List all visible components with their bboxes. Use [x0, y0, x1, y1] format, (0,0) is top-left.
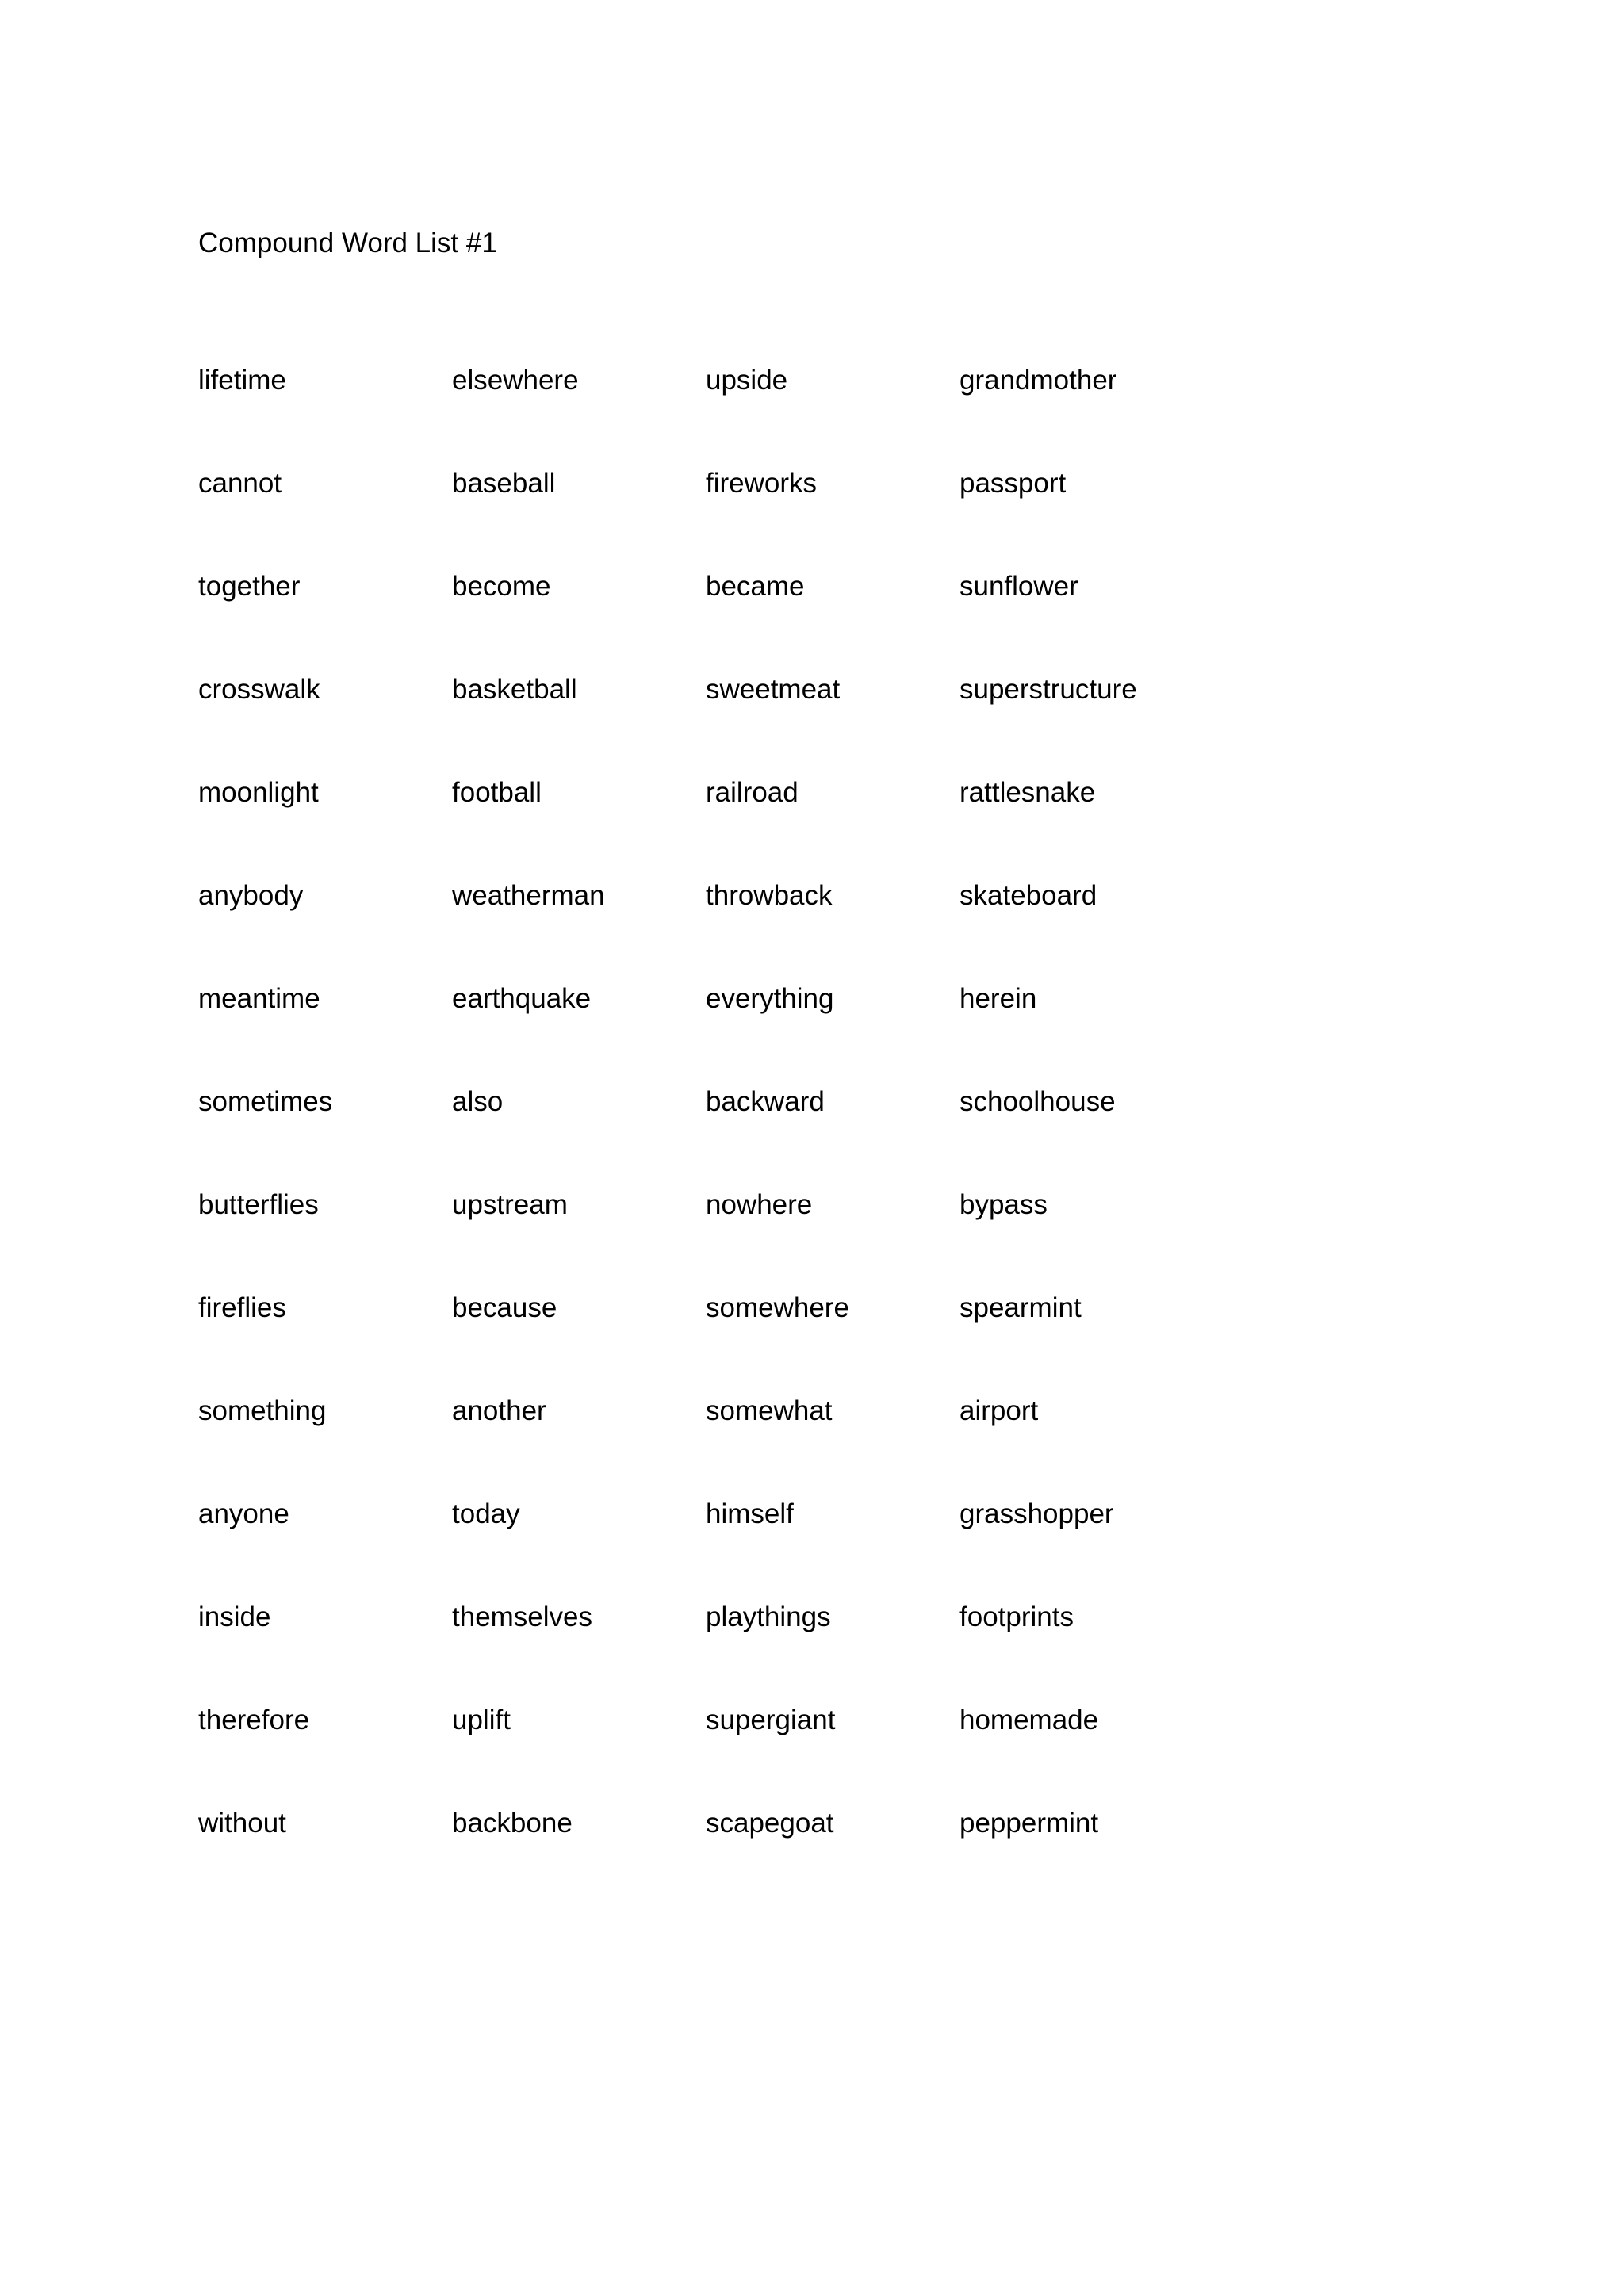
- word-item: lifetime: [198, 365, 286, 396]
- word-item: fireworks: [706, 468, 818, 499]
- word-item: because: [452, 1292, 557, 1323]
- word-item: sometimes: [198, 1086, 333, 1117]
- word-item: grasshopper: [959, 1498, 1114, 1529]
- word-item: baseball: [452, 468, 556, 499]
- word-item: superstructure: [959, 674, 1137, 705]
- word-item: playthings: [706, 1601, 831, 1632]
- word-item: sweetmeat: [706, 674, 841, 705]
- word-item: backbone: [452, 1808, 573, 1839]
- word-item: crosswalk: [198, 674, 320, 705]
- word-item: weatherman: [452, 880, 605, 911]
- word-item: became: [706, 571, 805, 602]
- word-item: spearmint: [959, 1292, 1082, 1323]
- word-list-grid: [198, 363, 1245, 1909]
- word-item: himself: [706, 1498, 794, 1529]
- word-item: throwback: [706, 880, 833, 911]
- word-item: upside: [706, 365, 788, 396]
- word-item: herein: [959, 983, 1037, 1014]
- word-item: earthquake: [452, 983, 592, 1014]
- word-item: sunflower: [959, 571, 1078, 602]
- word-item: today: [452, 1498, 520, 1529]
- word-item: supergiant: [706, 1705, 836, 1735]
- word-item: skateboard: [959, 880, 1097, 911]
- word-item: peppermint: [959, 1808, 1099, 1839]
- word-item: schoolhouse: [959, 1086, 1116, 1117]
- word-item: become: [452, 571, 551, 602]
- word-item: nowhere: [706, 1189, 813, 1220]
- word-item: therefore: [198, 1705, 310, 1735]
- word-item: butterflies: [198, 1189, 319, 1220]
- word-item: backward: [706, 1086, 825, 1117]
- word-item: footprints: [959, 1601, 1074, 1632]
- word-item: anybody: [198, 880, 304, 911]
- word-item: everything: [706, 983, 834, 1014]
- word-item: somewhere: [706, 1292, 849, 1323]
- word-item: cannot: [198, 468, 282, 499]
- word-item: scapegoat: [706, 1808, 834, 1839]
- word-item: meantime: [198, 983, 320, 1014]
- word-item: bypass: [959, 1189, 1048, 1220]
- word-item: something: [198, 1395, 327, 1426]
- word-item: elsewhere: [452, 365, 579, 396]
- word-item: upstream: [452, 1189, 568, 1220]
- document-title: Compound Word List #1: [198, 228, 497, 258]
- word-item: fireflies: [198, 1292, 286, 1323]
- word-item: another: [452, 1395, 546, 1426]
- word-item: themselves: [452, 1601, 593, 1632]
- word-item: together: [198, 571, 301, 602]
- word-item: also: [452, 1086, 504, 1117]
- word-item: basketball: [452, 674, 577, 705]
- word-item: uplift: [452, 1705, 511, 1735]
- word-item: inside: [198, 1601, 271, 1632]
- word-item: homemade: [959, 1705, 1099, 1735]
- word-item: airport: [959, 1395, 1039, 1426]
- word-item: without: [198, 1808, 286, 1839]
- word-item: somewhat: [706, 1395, 833, 1426]
- word-item: football: [452, 777, 542, 808]
- word-item: rattlesnake: [959, 777, 1096, 808]
- word-item: anyone: [198, 1498, 289, 1529]
- word-item: railroad: [706, 777, 799, 808]
- word-item: grandmother: [959, 365, 1117, 396]
- word-item: passport: [959, 468, 1067, 499]
- word-item: moonlight: [198, 777, 319, 808]
